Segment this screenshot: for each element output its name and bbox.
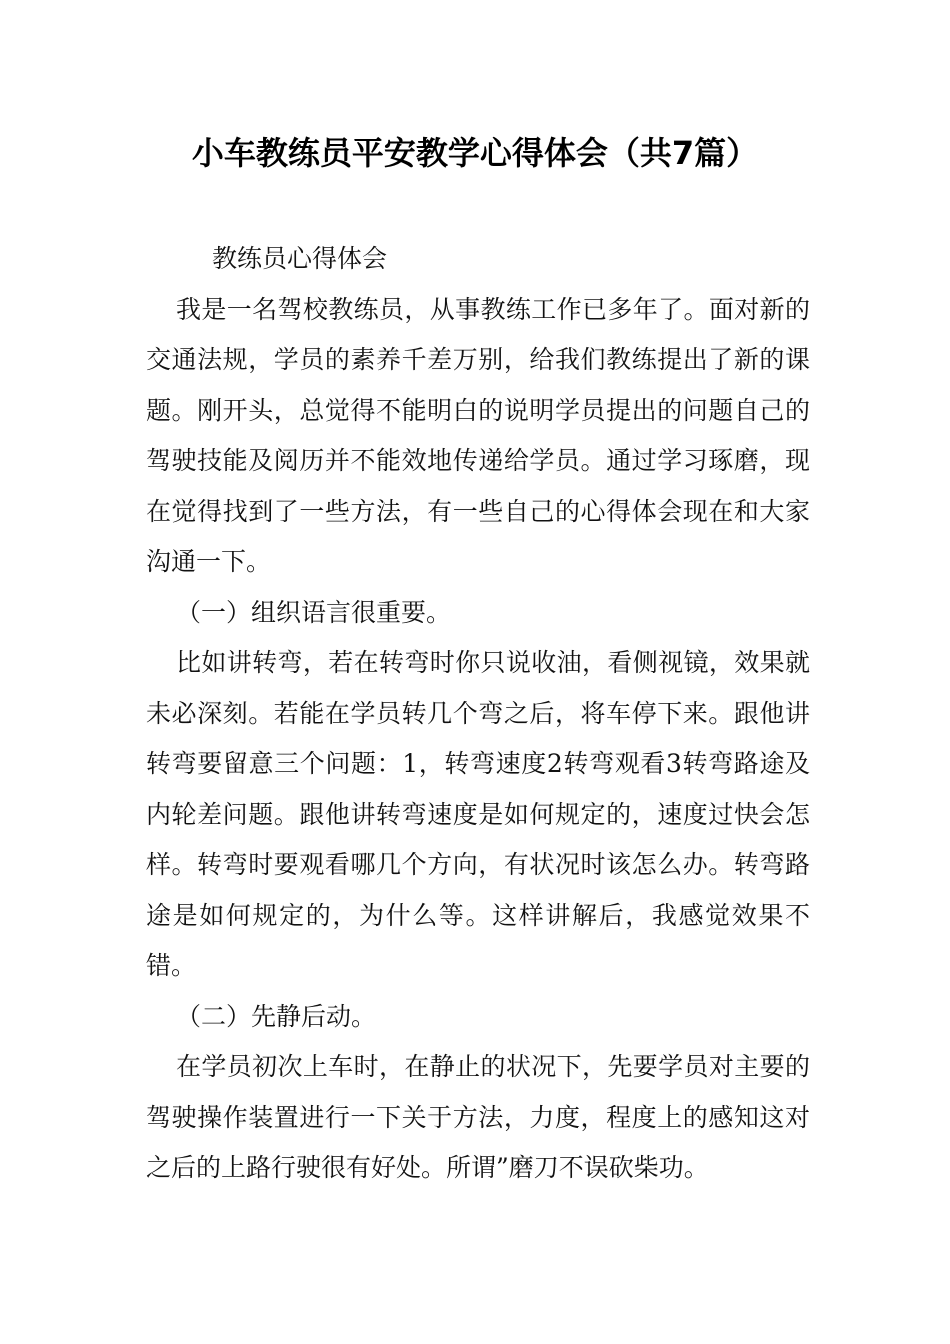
section-subheading: （一）组织语言很重要。: [176, 597, 452, 627]
document-title: 小车教练员平安教学心得体会（共7篇）: [191, 134, 759, 172]
body-paragraph: 在学员初次上车时，在静止的状况下，先要学员对主要的驾驶操作装置进行一下关于方法，力度，程度上的感知这对之后的上路行驶很有好处。所谓”磨刀不误砍柴功。: [146, 1052, 810, 1182]
body-paragraph: 比如讲转弯，若在转弯时你只说收油，看侧视镜，效果就未必深刻。若能在学员转几个弯之后，将车停下来。跟他讲转弯要留意三个问题：1，转弯速度2转弯观看3转弯路途及内轮差问题。跟他讲转弯速度是如何规定的，速度过快会怎样。转弯时要观看哪几个方向，有状况时该怎么办。转弯路途是如何规定的，为什么等。这样讲解后，我感觉效果不错。: [146, 648, 810, 980]
section-subheading: （二）先静后动。: [176, 1001, 377, 1031]
section-heading: 教练员心得体会: [212, 244, 388, 273]
body-paragraph: 我是一名驾校教练员，从事教练工作已多年了。面对新的交通法规，学员的素养千差万别，给我们教练提出了新的课题。刚开头，总觉得不能明白的说明学员提出的问题自己的驾驶技能及阅历并不能效地传递给学员。通过学习琢磨，现在觉得找到了一些方法，有一些自己的心得体会现在和大家沟通一下。: [146, 294, 810, 576]
document-body: [146, 234, 810, 1194]
